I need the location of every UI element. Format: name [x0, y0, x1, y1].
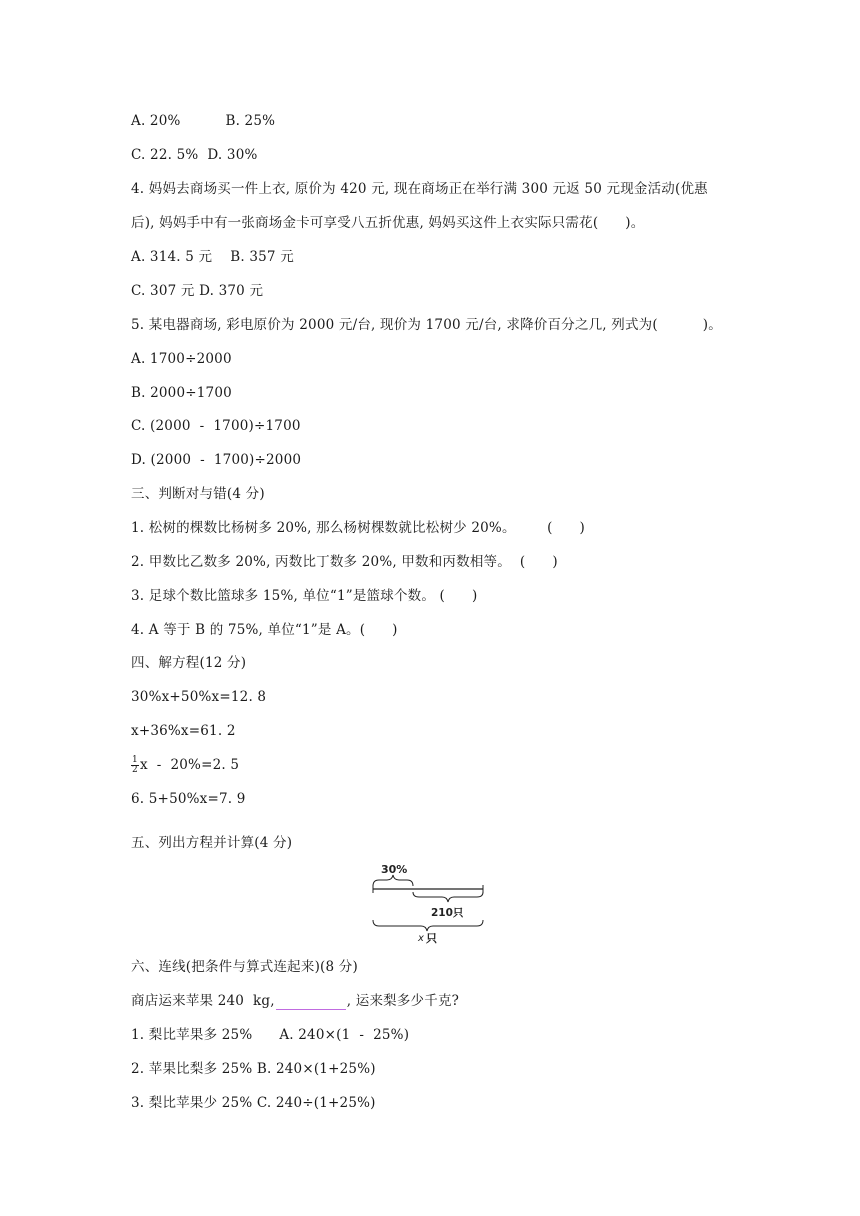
diagram-top-label: 30%: [381, 863, 408, 876]
match-item-3: 3. 梨比苹果少 25% C. 240÷(1+25%): [131, 1095, 376, 1111]
match-item-1: 1. 梨比苹果多 25% A. 240×(1 - 25%): [131, 1027, 410, 1043]
judge-item-2: 2. 甲数比乙数多 20%, 丙数比丁数多 20%, 甲数和丙数相等。 ( ): [131, 554, 558, 570]
q5-option-a: A. 1700÷2000: [131, 351, 232, 367]
section6-heading: 六、连线(把条件与算式连起来)(8 分): [131, 959, 358, 975]
brace-bottom-icon: [373, 920, 483, 931]
q4-text-line2: 后), 妈妈手中有一张商场金卡可享受八五折优惠, 妈妈买这件上衣实际只需花( )。: [131, 215, 645, 231]
equation-3: $\frac{1}{2}$ x - 20%=2. 5: [132, 755, 240, 775]
q5-option-b: B. 2000÷1700: [131, 385, 232, 401]
judge-item-1: 1. 松树的棵数比杨树多 20%, 那么杨树棵数就比松树少 20%。 ( ): [131, 520, 585, 536]
q3-options-ab: A. 20% B. 25%: [131, 113, 276, 129]
fill-in-blank[interactable]: [276, 995, 346, 1010]
q4-options-cd: C. 307 元 D. 370 元: [131, 283, 264, 299]
q4-text-line1: 4. 妈妈去商场买一件上衣, 原价为 420 元, 现在商场正在举行满 300 元返 50 元现金活动(优惠: [131, 181, 708, 197]
diagram-right-label: 210只: [431, 907, 464, 919]
equation-2: x+36%x=61. 2: [131, 723, 236, 739]
section3-heading: 三、判断对与错(4 分): [131, 486, 265, 502]
q5-option-d: D. (2000 - 1700)÷2000: [131, 452, 302, 468]
judge-item-3: 3. 足球个数比篮球多 15%, 单位“1”是篮球个数。 ( ): [131, 588, 478, 604]
q5-text: 5. 某电器商场, 彩电原价为 2000 元/台, 现价为 1700 元/台, 求降价百分之几, 列式为( )。: [131, 317, 722, 333]
section5-heading: 五、列出方程并计算(4 分): [131, 835, 293, 851]
q4-options-ab: A. 314. 5 元 B. 357 元: [131, 249, 294, 265]
q3-options-cd: C. 22. 5% D. 30%: [131, 147, 258, 163]
diagram-bottom-unit: 只: [426, 932, 437, 945]
q5-option-c: C. (2000 - 1700)÷1700: [131, 418, 301, 434]
equation-4: 6. 5+50%x=7. 9: [131, 791, 246, 807]
equation-1: 30%x+50%x=12. 8: [131, 689, 267, 705]
match-item-2: 2. 苹果比梨多 25% B. 240×(1+25%): [131, 1061, 376, 1077]
fraction-one-half: $\frac{1}{2}$: [132, 755, 138, 775]
judge-item-4: 4. A 等于 B 的 75%, 单位“1”是 A。( ): [131, 622, 398, 638]
brace-top-icon: [373, 875, 413, 886]
diagram-bottom-var: x: [418, 933, 424, 944]
q6-stem: 商店运来苹果 240 kg, , 运来梨多少千克?: [131, 993, 460, 1009]
section4-heading: 四、解方程(12 分): [131, 655, 247, 671]
line-segment-diagram: [367, 856, 485, 946]
brace-middle-icon: [413, 892, 483, 902]
